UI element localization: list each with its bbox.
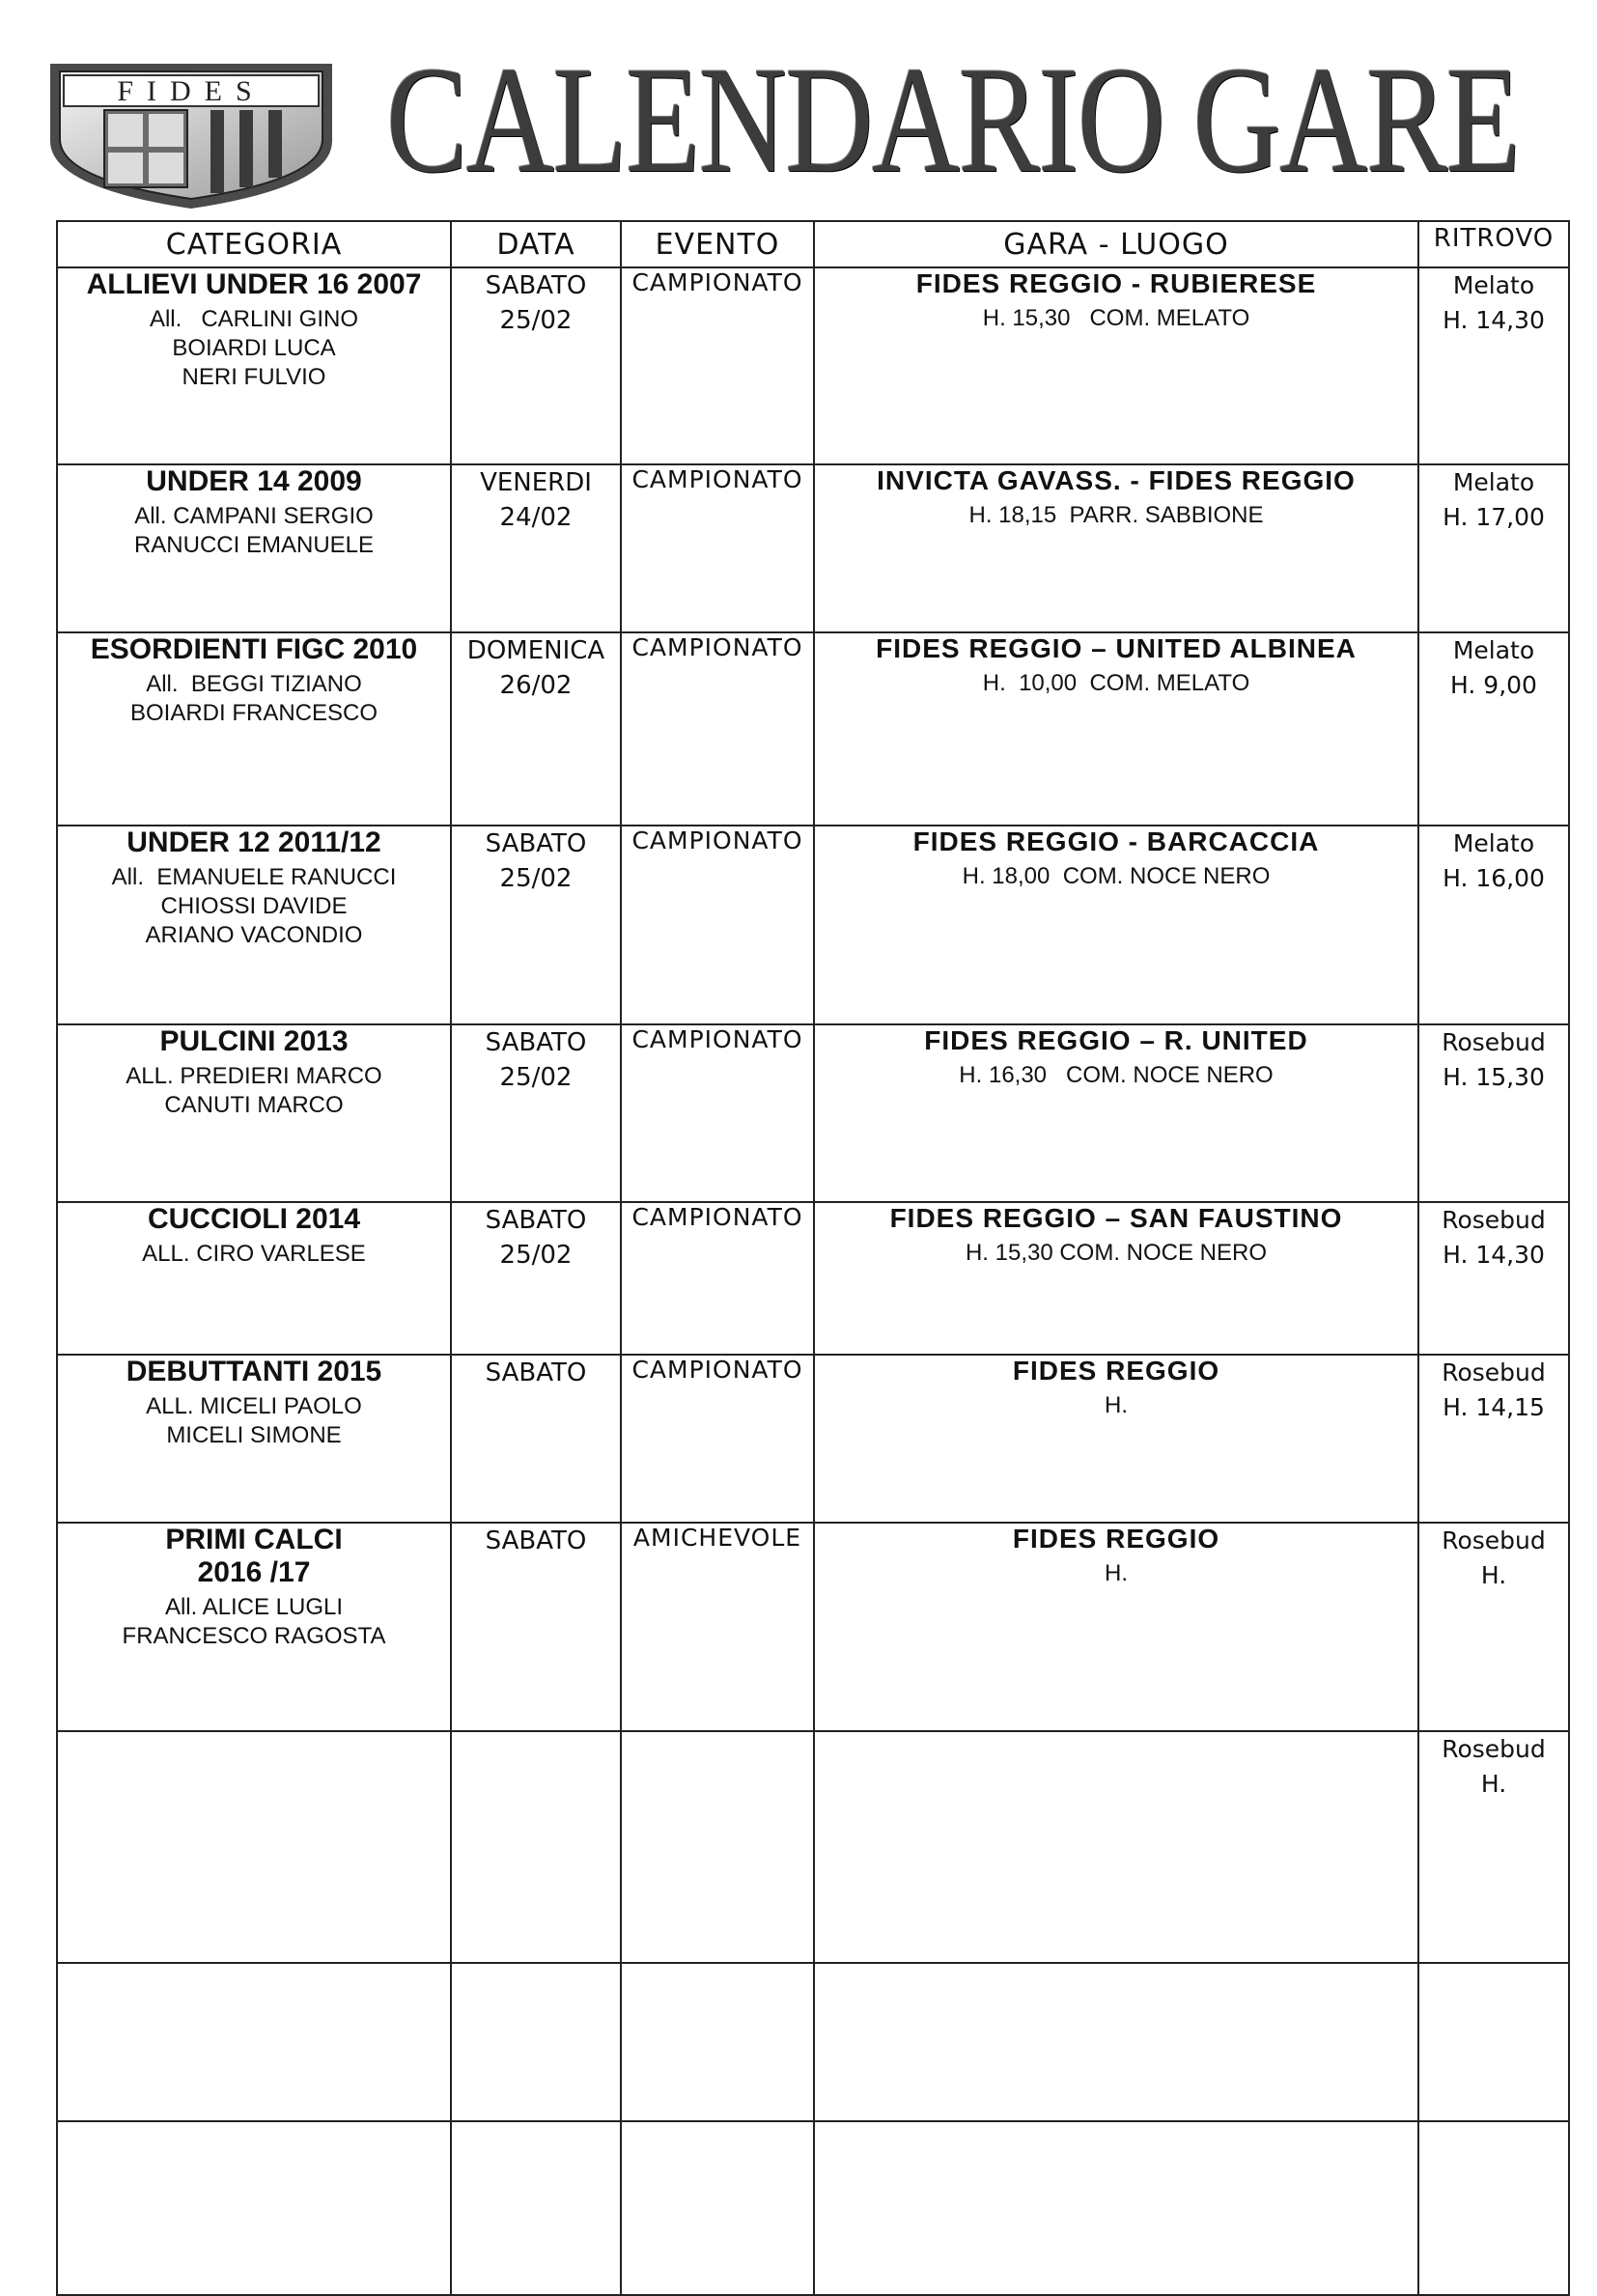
- match-date: 25/02: [499, 306, 573, 335]
- category-cell: [57, 1731, 451, 1963]
- staff-name: ALL. MICELI PAOLO: [146, 1393, 362, 1419]
- category-cell: [57, 1202, 451, 1355]
- date-cell: [451, 1202, 621, 1355]
- match-teams: FIDES REGGIO - BARCACCIA: [912, 826, 1320, 856]
- match-teams: FIDES REGGIO: [1012, 1356, 1220, 1386]
- table-row: [57, 1731, 1569, 1963]
- match-cell: [814, 1024, 1418, 1202]
- table-row: [57, 1523, 1569, 1731]
- event-type: CAMPIONATO: [631, 633, 803, 661]
- meeting-time: H. 16,00: [1443, 864, 1545, 892]
- match-teams: FIDES REGGIO - RUBIERESE: [915, 268, 1317, 298]
- staff-name: ARIANO VACONDIO: [145, 922, 363, 948]
- staff-name: All. CAMPANI SERGIO: [134, 503, 374, 529]
- event-type: CAMPIONATO: [631, 268, 803, 296]
- fides-shield-logo: [46, 60, 336, 212]
- match-cell: [814, 464, 1418, 632]
- match-day: SABATO: [485, 1206, 587, 1235]
- event-cell: [621, 464, 814, 632]
- meeting-cell: [1418, 1202, 1569, 1355]
- category-name: UNDER 14 2009: [146, 465, 362, 497]
- meeting-cell: [1418, 826, 1569, 1024]
- match-cell: [814, 267, 1418, 464]
- table-row: [57, 1355, 1569, 1523]
- meeting-place: Rosebud: [1442, 1028, 1546, 1056]
- header-data: DATA: [451, 221, 621, 267]
- meeting-cell: [1418, 464, 1569, 632]
- date-cell: [451, 1523, 621, 1731]
- meeting-cell: [1418, 1355, 1569, 1523]
- category-cell: [57, 2121, 451, 2295]
- header-evento: EVENTO: [621, 221, 814, 267]
- date-cell: [451, 267, 621, 464]
- table-row: [57, 826, 1569, 1024]
- match-cell: [814, 1731, 1418, 1963]
- match-date: 25/02: [499, 864, 573, 893]
- match-day: SABATO: [485, 1028, 587, 1057]
- category-cell: [57, 632, 451, 826]
- staff-name: ALL. CIRO VARLESE: [142, 1241, 366, 1267]
- meeting-time: H. 14,30: [1443, 306, 1545, 334]
- match-time-place: H. 15,30 COM. MELATO: [982, 305, 1250, 331]
- meeting-place: Rosebud: [1442, 1358, 1546, 1386]
- category-cell: [57, 826, 451, 1024]
- staff-list: [58, 1240, 450, 1269]
- category-name: ESORDIENTI FIGC 2010: [90, 633, 418, 665]
- table-row: [57, 267, 1569, 464]
- match-cell: [814, 1963, 1418, 2121]
- match-teams: FIDES REGGIO: [1012, 1524, 1220, 1554]
- date-cell: [451, 632, 621, 826]
- category-name: DEBUTTANTI 2015: [126, 1356, 382, 1387]
- staff-name: All. ALICE LUGLI: [164, 1594, 344, 1620]
- match-teams: FIDES REGGIO – SAN FAUSTINO: [889, 1203, 1343, 1233]
- match-time-place: H. 16,30 COM. NOCE NERO: [959, 1062, 1274, 1088]
- match-time-place: H. 15,30 COM. NOCE NERO: [965, 1240, 1268, 1266]
- match-date: 25/02: [499, 1241, 573, 1270]
- category-cell: [57, 464, 451, 632]
- category-cell: [57, 1024, 451, 1202]
- match-cell: [814, 1523, 1418, 1731]
- table-row: [57, 2121, 1569, 2295]
- header-row: [57, 221, 1569, 267]
- category-name: UNDER 12 2011/12: [126, 826, 381, 858]
- event-cell: [621, 1202, 814, 1355]
- staff-name: NERI FULVIO: [182, 364, 326, 390]
- date-cell: [451, 1963, 621, 2121]
- staff-name: CANUTI MARCO: [164, 1092, 344, 1118]
- meeting-cell: [1418, 267, 1569, 464]
- meeting-time: H. 17,00: [1443, 503, 1545, 531]
- match-cell: [814, 1202, 1418, 1355]
- match-teams: FIDES REGGIO – R. UNITED: [924, 1025, 1308, 1055]
- staff-list: [58, 1392, 450, 1450]
- event-type: CAMPIONATO: [631, 826, 803, 854]
- staff-name: ALL. PREDIERI MARCO: [126, 1063, 382, 1089]
- match-cell: [814, 1355, 1418, 1523]
- match-date: 24/02: [499, 503, 573, 532]
- match-cell: [814, 2121, 1418, 2295]
- event-cell: [621, 2121, 814, 2295]
- meeting-place: Melato: [1452, 636, 1535, 664]
- category-cell: [57, 1963, 451, 2121]
- table-row: [57, 632, 1569, 826]
- event-cell: [621, 632, 814, 826]
- event-type: CAMPIONATO: [631, 1025, 803, 1053]
- table-row: [57, 464, 1569, 632]
- meeting-place: Rosebud: [1442, 1206, 1546, 1234]
- event-type: CAMPIONATO: [631, 1356, 803, 1384]
- meeting-cell: [1418, 1523, 1569, 1731]
- category-cell: [57, 1523, 451, 1731]
- logo-text: FIDES: [117, 75, 266, 107]
- match-time-place: H.: [1105, 1560, 1128, 1586]
- header-ritrovo: RITROVO: [1418, 221, 1569, 267]
- match-date: 26/02: [499, 671, 573, 700]
- meeting-cell: [1418, 1731, 1569, 1963]
- meeting-place: Melato: [1452, 829, 1535, 857]
- staff-name: MICELI SIMONE: [166, 1422, 342, 1448]
- match-teams: FIDES REGGIO – UNITED ALBINEA: [876, 633, 1357, 663]
- match-teams: INVICTA GAVASS. - FIDES REGGIO: [877, 465, 1356, 495]
- category-name: PRIMI CALCI 2016 /17: [165, 1524, 343, 1588]
- date-cell: [451, 1024, 621, 1202]
- staff-name: CHIOSSI DAVIDE: [160, 893, 348, 919]
- staff-list: [58, 502, 450, 560]
- date-cell: [451, 464, 621, 632]
- meeting-place: Rosebud: [1442, 1735, 1546, 1763]
- table-row: [57, 1963, 1569, 2121]
- staff-list: [58, 670, 450, 728]
- match-time-place: H. 18,00 COM. NOCE NERO: [962, 863, 1271, 889]
- page-title: CALENDARIO GARE: [386, 36, 1520, 205]
- match-day: VENERDI: [480, 468, 592, 497]
- meeting-time: H. 15,30: [1443, 1063, 1545, 1091]
- event-cell: [621, 1024, 814, 1202]
- staff-list: [58, 863, 450, 950]
- staff-list: [58, 1593, 450, 1651]
- date-cell: [451, 2121, 621, 2295]
- schedule-table: [56, 220, 1570, 2296]
- event-cell: [621, 1963, 814, 2121]
- date-cell: [451, 1355, 621, 1523]
- event-type: AMICHEVOLE: [632, 1524, 802, 1552]
- event-cell: [621, 1523, 814, 1731]
- staff-name: All. BEGGI TIZIANO: [146, 671, 362, 697]
- category-cell: [57, 267, 451, 464]
- header-categoria: CATEGORIA: [57, 221, 451, 267]
- match-day: SABATO: [485, 1526, 587, 1555]
- meeting-cell: [1418, 2121, 1569, 2295]
- event-cell: [621, 1355, 814, 1523]
- meeting-time: H.: [1480, 1561, 1507, 1589]
- match-time-place: H. 18,15 PARR. SABBIONE: [968, 502, 1264, 528]
- meeting-cell: [1418, 1024, 1569, 1202]
- match-time-place: H.: [1105, 1392, 1128, 1418]
- match-date: 25/02: [499, 1063, 573, 1092]
- staff-list: [58, 1062, 450, 1120]
- match-day: SABATO: [485, 829, 587, 858]
- match-day: SABATO: [485, 1358, 587, 1387]
- event-cell: [621, 267, 814, 464]
- match-day: SABATO: [485, 271, 587, 300]
- event-type: CAMPIONATO: [631, 465, 803, 493]
- table-row: [57, 1202, 1569, 1355]
- staff-list: [58, 305, 450, 392]
- match-cell: [814, 826, 1418, 1024]
- category-name: ALLIEVI UNDER 16 2007: [86, 268, 422, 300]
- staff-name: All. CARLINI GINO: [149, 306, 359, 332]
- match-day: DOMENICA: [466, 636, 605, 665]
- match-cell: [814, 632, 1418, 826]
- meeting-place: Melato: [1452, 271, 1535, 299]
- date-cell: [451, 1731, 621, 1963]
- meeting-time: H. 9,00: [1450, 671, 1537, 699]
- staff-name: BOIARDI FRANCESCO: [129, 700, 378, 726]
- match-time-place: H. 10,00 COM. MELATO: [982, 670, 1250, 696]
- staff-name: FRANCESCO RAGOSTA: [122, 1623, 386, 1649]
- meeting-place: Melato: [1452, 468, 1535, 496]
- category-name: CUCCIOLI 2014: [147, 1203, 361, 1235]
- staff-name: BOIARDI LUCA: [172, 335, 336, 361]
- event-cell: [621, 1731, 814, 1963]
- event-cell: [621, 826, 814, 1024]
- category-name: PULCINI 2013: [159, 1025, 349, 1057]
- date-cell: [451, 826, 621, 1024]
- meeting-cell: [1418, 632, 1569, 826]
- meeting-place: Rosebud: [1442, 1526, 1546, 1554]
- meeting-time: H. 14,15: [1443, 1393, 1545, 1421]
- table-row: [57, 1024, 1569, 1202]
- event-type: CAMPIONATO: [631, 1203, 803, 1231]
- header-gara-luogo: GARA - LUOGO: [814, 221, 1418, 267]
- staff-name: RANUCCI EMANUELE: [133, 532, 375, 558]
- staff-name: All. EMANUELE RANUCCI: [111, 864, 397, 890]
- meeting-cell: [1418, 1963, 1569, 2121]
- meeting-time: H.: [1480, 1770, 1507, 1798]
- meeting-time: H. 14,30: [1443, 1241, 1545, 1269]
- category-cell: [57, 1355, 451, 1523]
